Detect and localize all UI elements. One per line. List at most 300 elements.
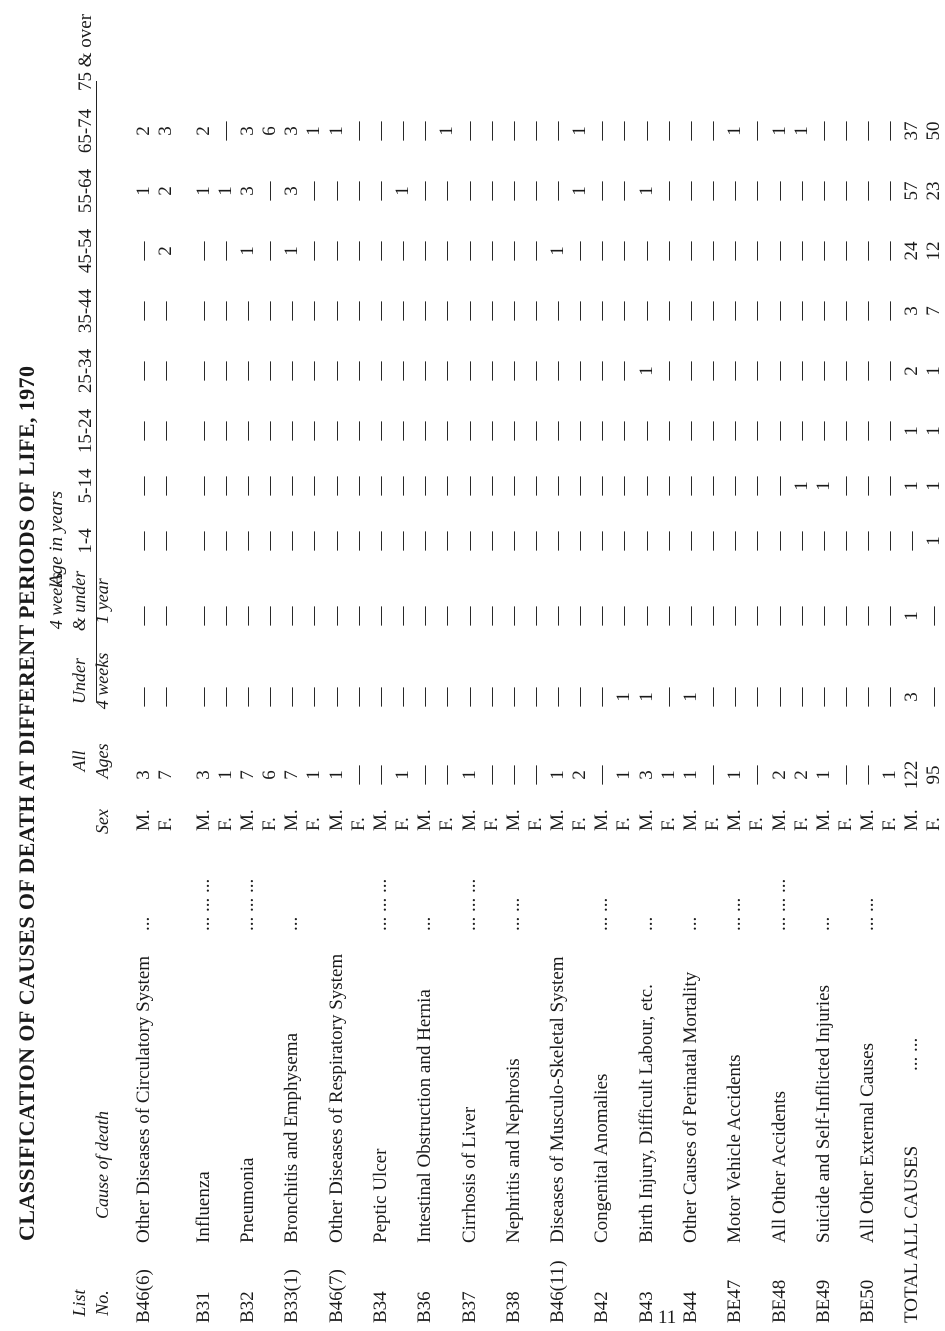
value-cell: 1 (392, 770, 413, 780)
header-cause: Cause of death (92, 1111, 112, 1219)
dash-cell: — (259, 241, 280, 261)
dash-cell: — (215, 687, 236, 707)
dash-cell: — (459, 301, 480, 321)
dash-cell: — (680, 361, 701, 381)
dash-cell: — (303, 181, 324, 201)
dash-cell: — (133, 421, 154, 441)
dash-cell: — (525, 301, 546, 321)
value-cell: 3 (237, 186, 258, 196)
dash-cell: — (348, 606, 369, 626)
dash-cell: — (133, 361, 154, 381)
dash-cell: — (791, 687, 812, 707)
dash-cell: — (835, 301, 856, 321)
dash-cell: — (215, 301, 236, 321)
sex-label: F. (702, 817, 723, 831)
age-column-header: 45-54 (75, 228, 96, 274)
dash-cell: — (857, 241, 878, 261)
dash-cell: — (879, 421, 900, 441)
dash-cell: — (414, 121, 435, 141)
dash-cell: — (702, 361, 723, 381)
dash-cell: — (237, 361, 258, 381)
dash-cell: — (857, 765, 878, 785)
dash-cell: — (281, 421, 302, 441)
dash-cell: — (215, 421, 236, 441)
dash-cell: — (879, 121, 900, 141)
dash-cell: — (503, 361, 524, 381)
cause-of-death: Nephritis and Nephrosis (503, 1058, 524, 1243)
dash-cell: — (547, 301, 568, 321)
dash-cell: — (155, 476, 176, 496)
dash-cell: — (791, 421, 812, 441)
dash-cell: — (237, 687, 258, 707)
value-cell: 12 (923, 241, 944, 261)
cause-of-death: All Other External Causes (857, 1043, 878, 1243)
dash-cell: — (436, 301, 457, 321)
cause-of-death: Suicide and Self-Inflicted Injuries (813, 984, 834, 1243)
leader-dots: ... ... (724, 897, 745, 931)
dash-cell: — (348, 476, 369, 496)
dash-cell: — (436, 606, 457, 626)
dash-cell: — (481, 361, 502, 381)
sex-label: M. (636, 809, 657, 831)
dash-cell: — (259, 606, 280, 626)
dash-cell: — (436, 531, 457, 551)
dash-cell: — (613, 606, 634, 626)
list-number: B31 (193, 1291, 214, 1323)
dash-cell: — (326, 421, 347, 441)
dash-cell: — (392, 301, 413, 321)
dash-cell: — (879, 301, 900, 321)
dash-cell: — (724, 241, 745, 261)
dash-cell: — (702, 181, 723, 201)
dash-cell: — (370, 765, 391, 785)
value-cell: 1 (237, 246, 258, 256)
value-cell: 2 (155, 186, 176, 196)
dash-cell: — (791, 301, 812, 321)
dash-cell: — (591, 241, 612, 261)
list-number: BE49 (813, 1279, 834, 1323)
value-cell: 1 (680, 770, 701, 780)
dash-cell: — (525, 476, 546, 496)
dash-cell: — (481, 606, 502, 626)
value-cell: 23 (923, 181, 944, 201)
dash-cell: — (348, 531, 369, 551)
sex-label: M. (459, 809, 480, 831)
dash-cell: — (259, 181, 280, 201)
sex-label: M. (133, 809, 154, 831)
header-under-4-weeks-line: Under (69, 658, 89, 704)
sex-label: M. (769, 809, 790, 831)
dash-cell: — (348, 301, 369, 321)
dash-cell: — (259, 476, 280, 496)
dash-cell: — (724, 181, 745, 201)
leader-dots: ... (636, 916, 657, 931)
list-number: BE48 (769, 1279, 790, 1323)
dash-cell: — (724, 531, 745, 551)
dash-cell: — (414, 301, 435, 321)
value-cell: 1 (879, 770, 900, 780)
dash-cell: — (303, 421, 324, 441)
dash-cell: — (155, 301, 176, 321)
cause-of-death: Bronchitis and Emphysema (281, 1032, 302, 1243)
value-cell: 3 (281, 186, 302, 196)
dash-cell: — (481, 301, 502, 321)
header-under-4-weeks-line: 4 weeks (92, 652, 112, 710)
dash-cell: — (569, 476, 590, 496)
value-cell: 1 (769, 126, 790, 136)
value-cell: 1 (547, 770, 568, 780)
dash-cell: — (658, 121, 679, 141)
dash-cell: — (835, 181, 856, 201)
dash-cell: — (813, 241, 834, 261)
dash-cell: — (348, 121, 369, 141)
value-cell: 37 (901, 121, 922, 141)
header-sex: Sex (92, 809, 112, 834)
dash-cell: — (879, 687, 900, 707)
dash-cell: — (392, 476, 413, 496)
dash-cell: — (658, 301, 679, 321)
value-cell: 1 (813, 770, 834, 780)
dash-cell: — (702, 301, 723, 321)
dash-cell: — (591, 531, 612, 551)
list-number: B46(7) (326, 1269, 347, 1323)
dash-cell: — (813, 181, 834, 201)
dash-cell: — (436, 687, 457, 707)
sex-label: M. (414, 809, 435, 831)
sex-label: F. (303, 817, 324, 831)
dash-cell: — (835, 765, 856, 785)
dash-cell: — (525, 241, 546, 261)
dash-cell: — (835, 241, 856, 261)
dash-cell: — (702, 765, 723, 785)
dash-cell: — (680, 301, 701, 321)
dash-cell: — (658, 361, 679, 381)
dash-cell: — (525, 121, 546, 141)
cause-of-death: Motor Vehicle Accidents (724, 1054, 745, 1243)
dash-cell: — (133, 241, 154, 261)
list-number: B36 (414, 1291, 435, 1323)
dash-cell: — (370, 121, 391, 141)
dash-cell: — (680, 606, 701, 626)
sex-label: M. (370, 809, 391, 831)
dash-cell: — (769, 301, 790, 321)
dash-cell: — (436, 421, 457, 441)
dash-cell: — (193, 687, 214, 707)
dash-cell: — (813, 421, 834, 441)
dash-cell: — (569, 241, 590, 261)
age-column-header: 35-44 (75, 288, 96, 334)
dash-cell: — (348, 241, 369, 261)
value-cell: 7 (237, 770, 258, 780)
sex-label: M. (237, 809, 258, 831)
dash-cell: — (791, 181, 812, 201)
value-cell: 1 (923, 366, 944, 376)
dash-cell: — (591, 687, 612, 707)
dash-cell: — (569, 301, 590, 321)
sex-label: F. (155, 817, 176, 831)
total-label: TOTAL ALL CAUSES (901, 1145, 922, 1323)
dash-cell: — (503, 476, 524, 496)
dash-cell: — (857, 121, 878, 141)
dash-cell: — (702, 476, 723, 496)
dash-cell: — (155, 606, 176, 626)
sex-label: F. (348, 817, 369, 831)
dash-cell: — (813, 687, 834, 707)
dash-cell: — (281, 476, 302, 496)
dash-cell: — (392, 121, 413, 141)
dash-cell: — (259, 687, 280, 707)
dash-cell: — (547, 121, 568, 141)
dash-cell: — (481, 241, 502, 261)
age-column-header: 75 & over (75, 13, 96, 91)
dash-cell: — (503, 121, 524, 141)
dash-cell: — (414, 421, 435, 441)
dash-cell: — (155, 421, 176, 441)
dash-cell: — (481, 421, 502, 441)
dash-cell: — (370, 687, 391, 707)
value-cell: 1 (724, 126, 745, 136)
value-cell: 2 (155, 246, 176, 256)
value-cell: 1 (791, 126, 812, 136)
dash-cell: — (746, 241, 767, 261)
list-number: B46(6) (133, 1269, 154, 1323)
dash-cell: — (680, 476, 701, 496)
dash-cell: — (133, 606, 154, 626)
dash-cell: — (281, 687, 302, 707)
dash-cell: — (769, 531, 790, 551)
dash-cell: — (326, 181, 347, 201)
cause-of-death: Birth Injury, Difficult Labour, etc. (636, 984, 657, 1243)
dash-cell: — (193, 606, 214, 626)
value-cell: 2 (769, 770, 790, 780)
sex-label: F. (481, 817, 502, 831)
dash-cell: — (746, 361, 767, 381)
dash-cell: — (746, 421, 767, 441)
age-header: Age in years (46, 491, 67, 586)
dash-cell: — (658, 687, 679, 707)
dash-cell: — (237, 421, 258, 441)
dash-cell: — (746, 301, 767, 321)
list-number: B37 (459, 1291, 480, 1323)
header-4-weeks-under-1-year-line: 4 weeks (46, 572, 66, 630)
dash-cell: — (459, 476, 480, 496)
dash-cell: — (370, 181, 391, 201)
dash-cell: — (193, 241, 214, 261)
dash-cell: — (636, 241, 657, 261)
dash-cell: — (613, 531, 634, 551)
dash-cell: — (813, 301, 834, 321)
dash-cell: — (569, 606, 590, 626)
sex-label: M. (281, 809, 302, 831)
cause-of-death: Diseases of Musculo-Skeletal System (547, 956, 568, 1243)
dash-cell: — (591, 181, 612, 201)
dash-cell: — (879, 476, 900, 496)
dash-cell: — (591, 361, 612, 381)
list-number: B33(1) (281, 1269, 302, 1323)
dash-cell: — (259, 531, 280, 551)
dash-cell: — (769, 421, 790, 441)
dash-cell: — (215, 241, 236, 261)
cause-of-death: Peptic Ulcer (370, 1148, 391, 1243)
dash-cell: — (613, 361, 634, 381)
dash-cell: — (303, 687, 324, 707)
age-column-header: 1-4 (75, 528, 96, 554)
dash-cell: — (702, 606, 723, 626)
dash-cell: — (215, 531, 236, 551)
dash-cell: — (636, 301, 657, 321)
value-cell: 1 (636, 186, 657, 196)
value-cell: 3 (901, 692, 922, 702)
header-all-ages-line: Ages (92, 743, 112, 779)
sex-label: M. (326, 809, 347, 831)
dash-cell: — (724, 687, 745, 707)
list-number: B42 (591, 1291, 612, 1323)
value-cell: 1 (901, 611, 922, 621)
value-cell: 24 (901, 241, 922, 261)
dash-cell: — (459, 181, 480, 201)
dash-cell: — (835, 531, 856, 551)
dash-cell: — (525, 765, 546, 785)
dash-cell: — (591, 301, 612, 321)
dash-cell: — (303, 531, 324, 551)
dash-cell: — (155, 687, 176, 707)
dash-cell: — (613, 181, 634, 201)
dash-cell: — (281, 531, 302, 551)
dash-cell: — (547, 476, 568, 496)
dash-cell: — (835, 421, 856, 441)
dash-cell: — (525, 687, 546, 707)
dash-cell: — (746, 687, 767, 707)
dash-cell: — (133, 301, 154, 321)
dash-cell: — (746, 121, 767, 141)
dash-cell: — (303, 241, 324, 261)
age-column-header: 65-74 (75, 108, 96, 154)
value-cell: 1 (193, 186, 214, 196)
cause-of-death: Influenza (193, 1171, 214, 1243)
dash-cell: — (923, 687, 944, 707)
dash-cell: — (813, 531, 834, 551)
leader-dots: ... (813, 916, 834, 931)
dash-cell: — (702, 687, 723, 707)
sex-label: F. (835, 817, 856, 831)
dash-cell: — (133, 476, 154, 496)
value-cell: 1 (636, 692, 657, 702)
list-number: BE47 (724, 1279, 745, 1323)
dash-cell: — (813, 606, 834, 626)
dash-cell: — (724, 421, 745, 441)
dash-cell: — (503, 181, 524, 201)
dash-cell: — (436, 241, 457, 261)
table-title: CLASSIFICATION OF CAUSES OF DEATH AT DIFFERENT PERIODS OF LIFE, 1970 (14, 365, 39, 1241)
dash-cell: — (923, 606, 944, 626)
dash-cell: — (680, 241, 701, 261)
leader-dots: ... (680, 916, 701, 931)
dash-cell: — (326, 241, 347, 261)
dash-cell: — (259, 301, 280, 321)
dash-cell: — (193, 421, 214, 441)
dash-cell: — (481, 687, 502, 707)
dash-cell: — (547, 181, 568, 201)
dash-cell: — (303, 301, 324, 321)
dash-cell: — (436, 181, 457, 201)
dash-cell: — (481, 531, 502, 551)
dash-cell: — (326, 531, 347, 551)
dash-cell: — (746, 531, 767, 551)
sex-label: F. (569, 817, 590, 831)
dash-cell: — (613, 301, 634, 321)
leader-dots: ... ... ... (237, 878, 258, 931)
dash-cell: — (155, 531, 176, 551)
dash-cell: — (879, 361, 900, 381)
dash-cell: — (835, 121, 856, 141)
value-cell: 1 (901, 426, 922, 436)
dash-cell: — (525, 181, 546, 201)
cause-of-death: Intestinal Obstruction and Hernia (414, 989, 435, 1243)
dash-cell: — (724, 476, 745, 496)
dash-cell: — (791, 361, 812, 381)
cause-of-death: Other Diseases of Circulatory System (133, 955, 154, 1243)
sex-label: F. (525, 817, 546, 831)
dash-cell: — (193, 476, 214, 496)
value-cell: 6 (259, 770, 280, 780)
dash-cell: — (901, 531, 922, 551)
dash-cell: — (525, 606, 546, 626)
value-cell: 1 (813, 481, 834, 491)
dash-cell: — (591, 606, 612, 626)
dash-cell: — (591, 765, 612, 785)
dash-cell: — (658, 421, 679, 441)
leader-dots: ... ... ... (769, 878, 790, 931)
leader-dots: ... ... ... (370, 878, 391, 931)
dash-cell: — (459, 687, 480, 707)
value-cell: 1 (901, 481, 922, 491)
dash-cell: — (525, 421, 546, 441)
dash-cell: — (569, 687, 590, 707)
sex-label: M. (680, 809, 701, 831)
dash-cell: — (503, 421, 524, 441)
dash-cell: — (591, 121, 612, 141)
dash-cell: — (370, 476, 391, 496)
dash-cell: — (613, 476, 634, 496)
dash-cell: — (525, 531, 546, 551)
dash-cell: — (724, 606, 745, 626)
dash-cell: — (133, 687, 154, 707)
age-column-header: 15-24 (75, 408, 96, 454)
dash-cell: — (414, 241, 435, 261)
dash-cell: — (813, 121, 834, 141)
dash-cell: — (835, 687, 856, 707)
value-cell: 57 (901, 181, 922, 201)
dash-cell: — (547, 361, 568, 381)
cause-of-death: Pneumonia (237, 1157, 258, 1243)
dash-cell: — (702, 241, 723, 261)
dash-cell: — (392, 531, 413, 551)
dash-cell: — (392, 361, 413, 381)
rotated-page (0, 13, 944, 1331)
dash-cell: — (133, 531, 154, 551)
sex-label: M. (813, 809, 834, 831)
leader-dots: ... ... ... (459, 878, 480, 931)
sex-label: M. (857, 809, 878, 831)
dash-cell: — (459, 421, 480, 441)
list-number: B32 (237, 1291, 258, 1323)
dash-cell: — (281, 301, 302, 321)
value-cell: 2 (901, 366, 922, 376)
dash-cell: — (658, 476, 679, 496)
dash-cell: — (658, 531, 679, 551)
dash-cell: — (459, 606, 480, 626)
dash-cell: — (636, 421, 657, 441)
